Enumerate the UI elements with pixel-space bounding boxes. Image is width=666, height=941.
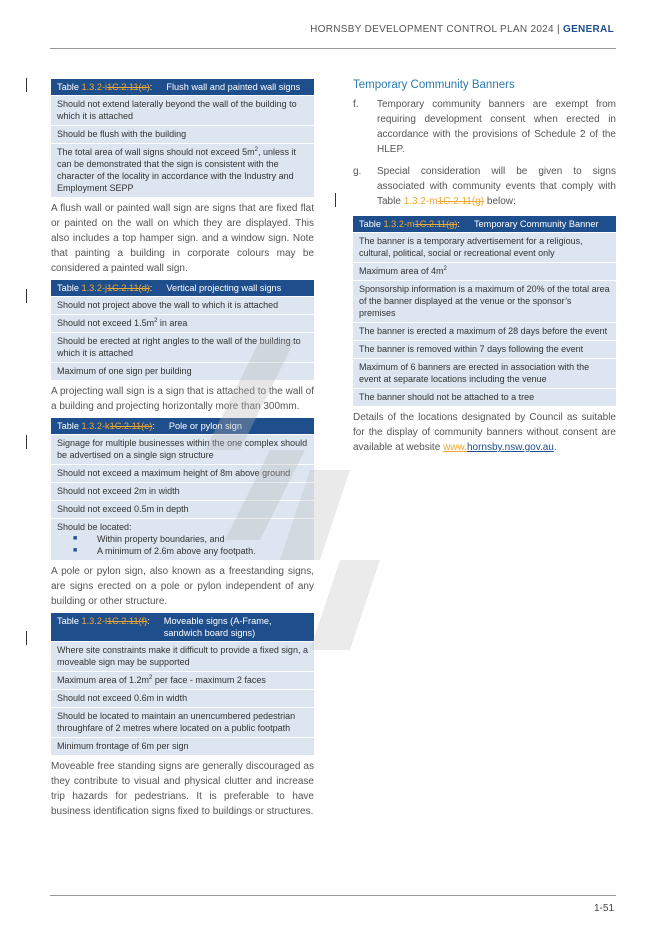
table-number-deleted: 1C.2.11(e) (109, 421, 153, 431)
table-row: Maximum area of $4m^2$ (353, 262, 616, 280)
change-bar (26, 435, 27, 449)
table-row: Should not project above the wall to which it is attached (51, 296, 314, 314)
change-bar (26, 631, 27, 645)
table-number-deleted: 1C.2.11(g) (414, 219, 458, 229)
table-header: Table 1.3.2-j1C.2.11(d): Vertical projecting wall signs (51, 280, 314, 296)
table-number: 1.3.2-i (81, 82, 108, 92)
table-row: The banner is removed within 7 days following the event (353, 340, 616, 358)
table-row: Should not exceed 2m in width (51, 482, 314, 500)
table-title: Moveable signs (A-Frame, sandwich board signs) (163, 616, 272, 638)
table-reference: 1.3.2-m (403, 196, 438, 207)
paragraph: Moveable free standing signs are generally discouraged as they contribute to visual and physical clutter and increase trip hazards for pedestrians. It is preferable to have business identification signs fixed to buildings or structures. (51, 761, 314, 817)
table-row: Should be located: ■ Within property boundaries, and ■ A minimum of 2.6m above any footpath. (51, 518, 314, 560)
change-bar (26, 78, 27, 92)
footer-rule (50, 895, 616, 896)
table-row: Maximum area of $1.2m^2$ per face - maximum 2 faces (51, 671, 314, 689)
table-number-deleted: 1C.2.11(e) (107, 82, 150, 92)
table-row: Signage for multiple businesses within the one complex should be advertised on a single sign structure (51, 434, 314, 464)
list-text: Temporary community banners are exempt from requiring development consent when erected in accordance with the provisions of Schedule 2 of the HLEP. (377, 99, 616, 155)
table-temporary-banner (353, 216, 616, 406)
table-row: Should be flush with the building (51, 125, 314, 143)
website-link[interactable]: hornsby.nsw.gov.au (466, 442, 554, 453)
bullet-icon: ■ (73, 535, 78, 542)
table-row: The total area of wall signs should not exceed $5m^2$, unless it can be demonstrated that the sign is consistent with the character of the locality in accordance with the Industry and Employment SEPP (51, 143, 314, 197)
list-letter: g. (353, 166, 362, 177)
table-header: Table 1.3.2-l1C.2.11(f): Moveable signs (A-Frame, sandwich board signs) (51, 613, 314, 641)
paragraph: A projecting wall sign is a sign that is attached to the wall of a building and projecting horizontally more than 300mm. (51, 386, 314, 412)
change-bar (335, 193, 336, 207)
table-number-deleted: 1C.2.11(d) (107, 283, 150, 293)
list-text: Special consideration will be given to signs associated with community events that comply with Table 1.3.2-m1C.2.11(g) below: (377, 166, 616, 207)
left-column (51, 79, 314, 823)
table-pole-pylon (51, 418, 314, 560)
website-link[interactable]: www. (443, 442, 467, 453)
table-moveable (51, 613, 314, 755)
table-row: Should be erected at right angles to the wall of the building to which it is attached (51, 332, 314, 362)
table-flush-wall (51, 79, 314, 197)
table-row: Maximum of 6 banners are erected in association with the event at separate locations including the venue (353, 358, 616, 388)
table-row: Minimum frontage of 6m per sign (51, 737, 314, 755)
section-heading: Temporary Community Banners (353, 79, 515, 91)
table-row: Should not exceed a maximum height of 8m above ground (51, 464, 314, 482)
table-title: Vertical projecting wall signs (166, 283, 282, 293)
table-title: Temporary Community Banner (473, 219, 599, 229)
table-number-deleted: 1C.2.11(f) (107, 616, 148, 626)
table-row: The banner is a temporary advertisement for a religious, cultural, political, social or recreational event only (353, 232, 616, 262)
table-row: Should not extend laterally beyond the wall of the building to which it is attached (51, 95, 314, 125)
table-header: Table 1.3.2-k1C.2.11(e): Pole or pylon sign (51, 418, 314, 434)
page-header (310, 24, 614, 35)
table-projecting-wall (51, 280, 314, 380)
table-number: 1.3.2-m (383, 219, 415, 229)
paragraph: A pole or pylon sign, also known as a freestanding signs, are signs erected on a pole or pylon independent of any building or other structure. (51, 566, 314, 607)
header-separator: | (557, 24, 560, 35)
paragraph: A flush wall or painted wall sign are signs that are fixed flat or painted on the wall on which they are displayed. This also includes a top hamper sign. and a window sign. Note that painting a building in corporate colours may be considered a painted wall sign. (51, 203, 314, 274)
table-row: Should not exceed 0.5m in depth (51, 500, 314, 518)
table-title: Pole or pylon sign (168, 421, 242, 431)
header-rule (50, 48, 616, 49)
table-row: Sponsorship information is a maximum of 20% of the total area of the banner displayed at the venue or the sponsor’s premises (353, 280, 616, 322)
table-row: Should be located to maintain an unencumbered pedestrian throughfare of 2 metres where located on a public footpath (51, 707, 314, 737)
table-row: The banner should not be attached to a tree (353, 388, 616, 406)
list-item (353, 164, 616, 209)
table-number: 1.3.2-k (81, 421, 110, 431)
table-number: 1.3.2-j (81, 283, 108, 293)
page-number: 1-51 (593, 903, 614, 914)
list-item (353, 97, 616, 157)
bullet-item: ■ A minimum of 2.6m above any footpath. (73, 546, 256, 556)
section-name: GENERAL (563, 24, 614, 35)
paragraph: Details of the locations designated by Council as suitable for the display of community banners without consent are available at website www.hornsby.nsw.gov.au. (353, 412, 616, 453)
table-title: Flush wall and painted wall signs (166, 82, 301, 92)
table-number: 1.3.2-l (81, 616, 108, 626)
table-header: Table 1.3.2-i1C.2.11(e): Flush wall and painted wall signs (51, 79, 314, 95)
table-header: Table 1.3.2-m1C.2.11(g): Temporary Community Banner (353, 216, 616, 232)
change-bar (26, 289, 27, 303)
list-letter: f. (353, 99, 359, 110)
table-row: Maximum of one sign per building (51, 362, 314, 380)
right-column (353, 79, 616, 459)
table-row: Where site constraints make it difficult to provide a fixed sign, a moveable sign may be supported (51, 641, 314, 671)
bullet-item: ■ Within property boundaries, and (73, 534, 225, 544)
table-row: Should not exceed 0.6m in width (51, 689, 314, 707)
table-reference-deleted: 1C.2.11(g) (437, 196, 485, 207)
bullet-icon: ■ (73, 547, 78, 554)
document-title: HORNSBY DEVELOPMENT CONTROL PLAN 2024 (310, 24, 554, 35)
table-row: Should not exceed $1.5m^2$ in area (51, 314, 314, 332)
table-row: The banner is erected a maximum of 28 days before the event (353, 322, 616, 340)
